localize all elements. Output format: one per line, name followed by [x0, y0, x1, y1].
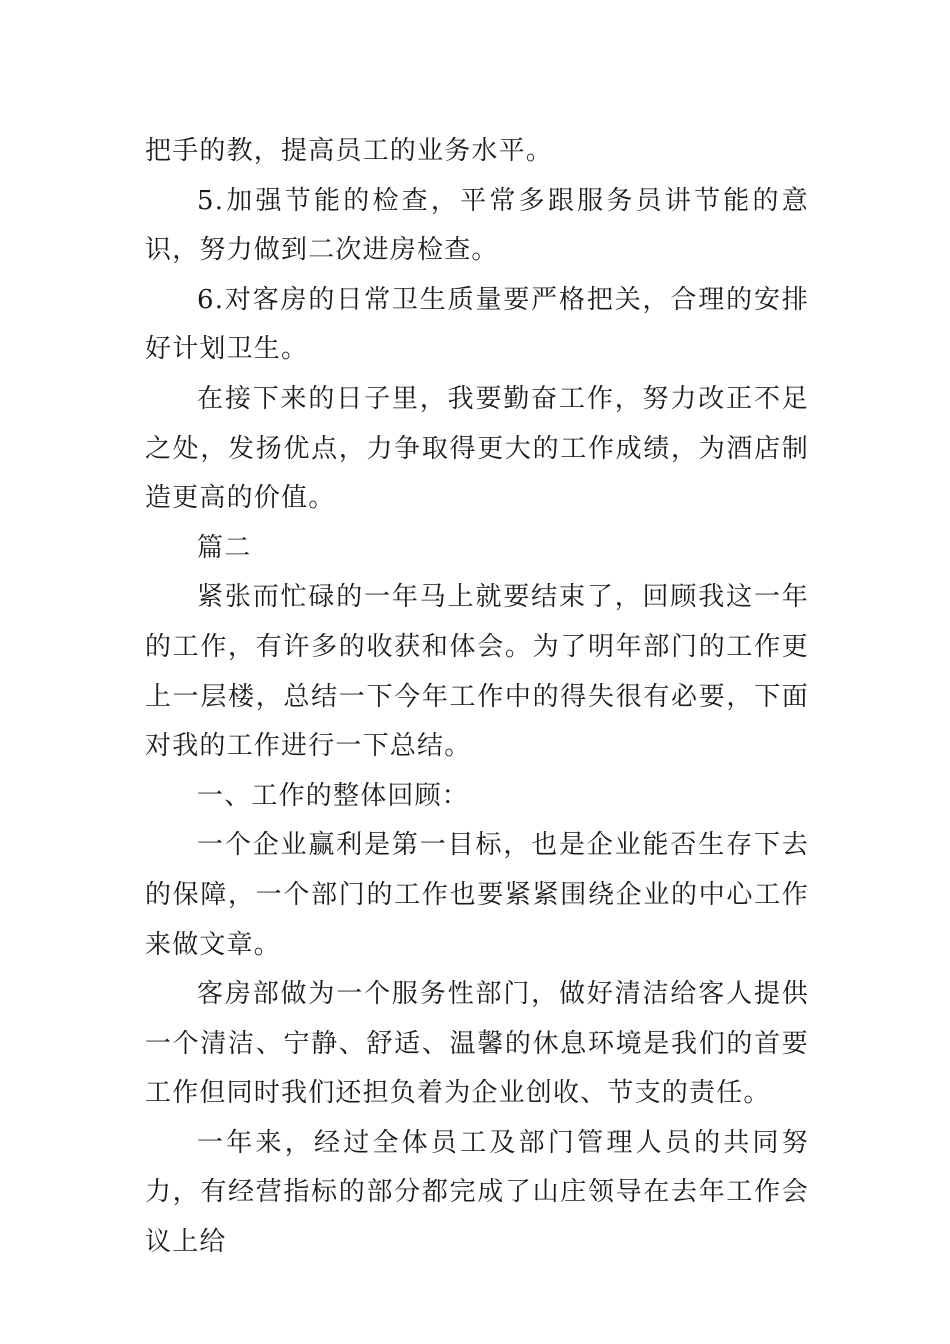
paragraph-continuation: 把手的教，提高员工的业务水平。 [145, 136, 554, 166]
paragraph-body: 客房部做为一个服务性部门，做好清洁给客人提供一个清洁、宁静、舒适、温馨的休息环境是我们的首要工作但同时我们还担负着为企业创收、节支的责任。 [145, 979, 809, 1109]
paragraph-closing: 在接下来的日子里，我要勤奋工作，努力改正不足之处，发扬优点，力争取得更大的工作成绩，为酒店制造更高的价值。 [145, 383, 809, 514]
paragraph-item-5: 5.加强节能的检查，平常多跟服务员讲节能的意识，努力做到二次进房检查。 [145, 185, 809, 266]
document-body [145, 127, 809, 1268]
paragraph-intro: 紧张而忙碌的一年马上就要结束了，回顾我这一年的工作，有许多的收获和体会。为了明年部门的工作更上一层楼，总结一下今年工作中的得失很有必要，下面对我的工作进行一下总结。 [145, 582, 809, 762]
paragraph-item-6: 6.对客房的日常卫生质量要严格把关，合理的安排好计划卫生。 [145, 284, 809, 365]
subsection-heading: 一、工作的整体回顾： [197, 780, 470, 811]
paragraph-body: 一年来，经过全体员工及部门管理人员的共同努力，有经营指标的部分都完成了山庄领导在去年工作会议上给 [145, 1127, 809, 1258]
paragraph-body: 一个企业赢利是第一目标，也是企业能否生存下去的保障，一个部门的工作也要紧紧围绕企业的中心工作来做文章。 [145, 830, 809, 960]
section-heading: 篇二 [197, 532, 252, 563]
